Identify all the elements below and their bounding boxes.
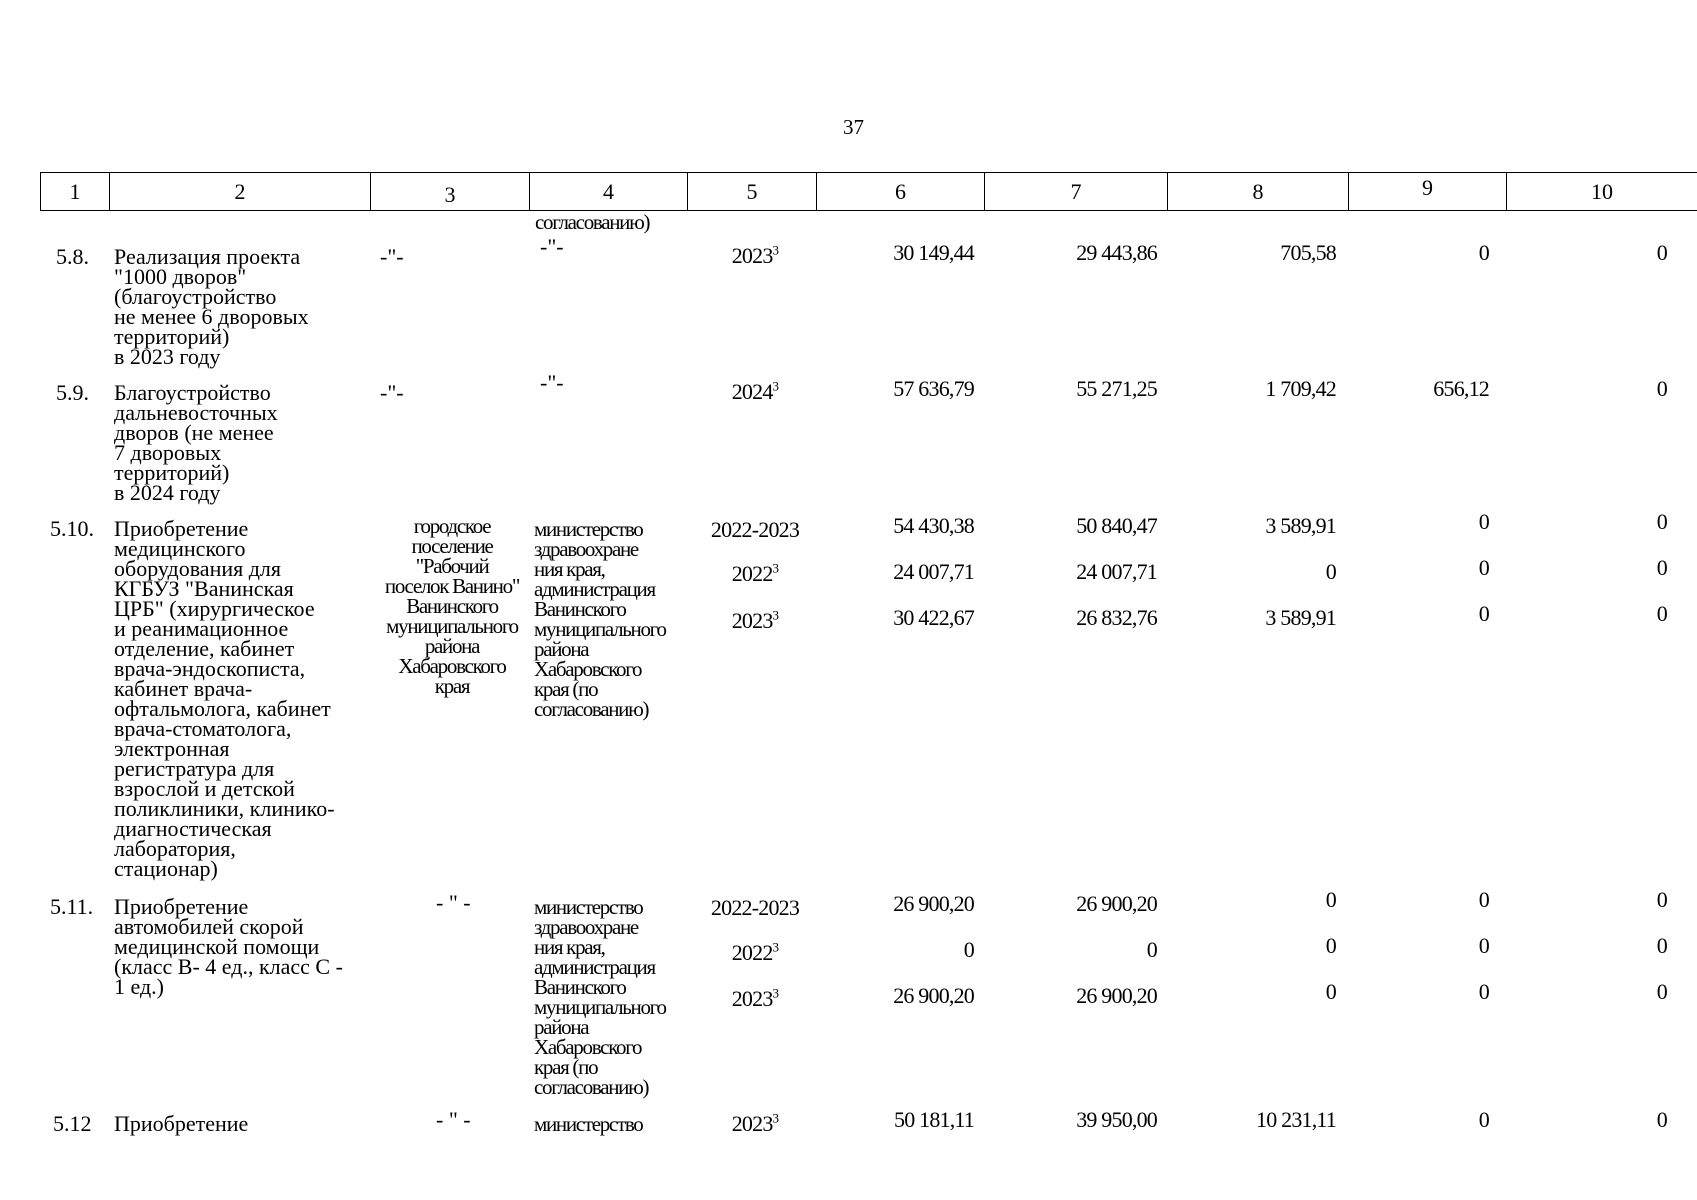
row-col4: -"- <box>540 234 564 259</box>
value-col9: 0 <box>1478 887 1489 912</box>
page-number: 37 <box>843 115 864 139</box>
year-cell <box>700 561 810 587</box>
year-value: 2022-2023 <box>710 517 800 542</box>
year-footnote: 3 <box>772 242 779 258</box>
value-col7: 24 007,71 <box>1076 559 1157 584</box>
row-col3: - " - <box>436 890 471 915</box>
value-col10: 0 <box>1656 240 1667 265</box>
year-cell <box>700 608 810 634</box>
value-col6: 54 430,38 <box>893 513 974 538</box>
row-title: Приобретение медицинского оборудования для КГБУЗ "Ванинская ЦРБ" (хирургическое и реанимационное отделение, кабинет врача-эндоскописта, кабинет врача- офтальмолога, кабинет врача-стоматолога, электронная регистратура для взрослой и детской поликлиники, клинико- диагностическая лаборатория, стационар) <box>114 516 335 881</box>
year-value: 2022-2023 <box>710 895 800 920</box>
value-col10: 0 <box>1656 376 1667 401</box>
year-footnote: 3 <box>772 378 779 394</box>
value-col7: 50 840,47 <box>1076 513 1157 538</box>
row-col3: - " - <box>436 1107 471 1132</box>
value-col9: 0 <box>1478 555 1489 580</box>
header-col-7: 7 <box>985 173 1168 210</box>
row-col4: министерство здравоохране ния края, администрация Ванинского муниципального района Хабаровского края (по согласованию) <box>534 517 666 721</box>
value-col9: 0 <box>1478 509 1489 534</box>
value-col9: 0 <box>1478 601 1489 626</box>
year-value: 2022 <box>731 940 773 965</box>
row-title: Приобретение автомобилей скорой медицинской помощи (класс В- 4 ед., класс С - 1 ед.) <box>114 894 343 999</box>
row-number: 5.8. <box>56 244 89 269</box>
value-col8: 1 709,42 <box>1265 376 1336 401</box>
year-footnote: 3 <box>772 607 779 623</box>
value-col10: 0 <box>1656 509 1667 534</box>
row-number: 5.9. <box>56 380 89 405</box>
year-value: 2023 <box>731 986 773 1011</box>
value-col9: 0 <box>1478 979 1489 1004</box>
year-cell <box>690 517 820 543</box>
value-col8: 10 231,11 <box>1256 1107 1336 1132</box>
value-col7: 26 900,20 <box>1076 983 1157 1008</box>
value-col7: 29 443,86 <box>1076 240 1157 265</box>
year-footnote: 3 <box>772 560 779 576</box>
year-cell <box>690 895 820 921</box>
year-footnote: 3 <box>772 939 779 955</box>
header-col-9: 9 <box>1349 173 1507 210</box>
header-col-5: 5 <box>688 173 817 210</box>
value-col10: 0 <box>1656 887 1667 912</box>
year-cell <box>700 1111 810 1137</box>
row-number: 5.12 <box>53 1111 92 1136</box>
value-col9: 656,12 <box>1433 376 1489 401</box>
value-col9: 0 <box>1478 1107 1489 1132</box>
year-cell <box>700 940 810 966</box>
value-col8: 705,58 <box>1280 240 1336 265</box>
row-col3: -"- <box>380 244 404 269</box>
value-col6: 26 900,20 <box>893 983 974 1008</box>
value-col9: 0 <box>1478 240 1489 265</box>
year-value: 2023 <box>731 608 773 633</box>
value-col8: 0 <box>1325 559 1336 584</box>
row-number: 5.11. <box>50 894 94 919</box>
year-footnote: 3 <box>772 985 779 1001</box>
header-col-3: 3 <box>371 173 530 210</box>
header-col-1: 1 <box>41 173 110 210</box>
value-col6: 30 422,67 <box>893 605 974 630</box>
value-col8: 3 589,91 <box>1265 605 1336 630</box>
year-cell <box>700 243 810 269</box>
year-value: 2023 <box>731 243 773 268</box>
table-header-row <box>40 172 1697 211</box>
value-col6: 26 900,20 <box>893 891 974 916</box>
value-col7: 55 271,25 <box>1076 376 1157 401</box>
value-col6: 50 181,11 <box>894 1107 974 1132</box>
value-col6: 24 007,71 <box>893 559 974 584</box>
row-col3: городское поселение "Рабочий поселок Ванино" Ванинского муниципального района Хабаровского края <box>384 514 520 698</box>
row-col3: -"- <box>380 380 404 405</box>
year-value: 2023 <box>731 1111 773 1136</box>
row-title: Благоустройство дальневосточных дворов (не менее 7 дворовых территорий) в 2024 году <box>114 380 278 505</box>
header-col-8: 8 <box>1168 173 1349 210</box>
header-col-2: 2 <box>110 173 371 210</box>
value-col8: 0 <box>1325 887 1336 912</box>
year-value: 2024 <box>731 379 773 404</box>
carryover-col4: согласованию) <box>535 210 650 234</box>
value-col6: 57 636,79 <box>893 376 974 401</box>
year-value: 2022 <box>731 561 773 586</box>
header-col-4: 4 <box>530 173 688 210</box>
value-col7: 26 900,20 <box>1076 891 1157 916</box>
value-col7: 0 <box>1146 937 1157 962</box>
value-col10: 0 <box>1656 933 1667 958</box>
value-col7: 39 950,00 <box>1076 1107 1157 1132</box>
row-number: 5.10. <box>50 516 94 541</box>
row-title: Реализация проекта "1000 дворов" (благоустройство не менее 6 дворовых территорий) в 2023 году <box>114 244 309 369</box>
row-col4: -"- <box>540 370 564 395</box>
value-col10: 0 <box>1656 1107 1667 1132</box>
value-col9: 0 <box>1478 933 1489 958</box>
value-col10: 0 <box>1656 601 1667 626</box>
value-col6: 30 149,44 <box>893 240 974 265</box>
value-col6: 0 <box>963 937 974 962</box>
value-col8: 3 589,91 <box>1265 513 1336 538</box>
value-col8: 0 <box>1325 933 1336 958</box>
header-col-10: 10 <box>1591 179 1613 204</box>
row-col4: министерство здравоохране ния края, администрация Ванинского муниципального района Хабаровского края (по согласованию) <box>534 895 666 1099</box>
year-cell <box>700 986 810 1012</box>
row-col4: министерство <box>534 1112 643 1136</box>
value-col10: 0 <box>1656 555 1667 580</box>
year-cell <box>700 379 810 405</box>
header-col-6: 6 <box>817 173 985 210</box>
year-footnote: 3 <box>772 1110 779 1126</box>
value-col10: 0 <box>1656 979 1667 1004</box>
row-title: Приобретение <box>114 1111 249 1136</box>
value-col8: 0 <box>1325 979 1336 1004</box>
value-col7: 26 832,76 <box>1076 605 1157 630</box>
